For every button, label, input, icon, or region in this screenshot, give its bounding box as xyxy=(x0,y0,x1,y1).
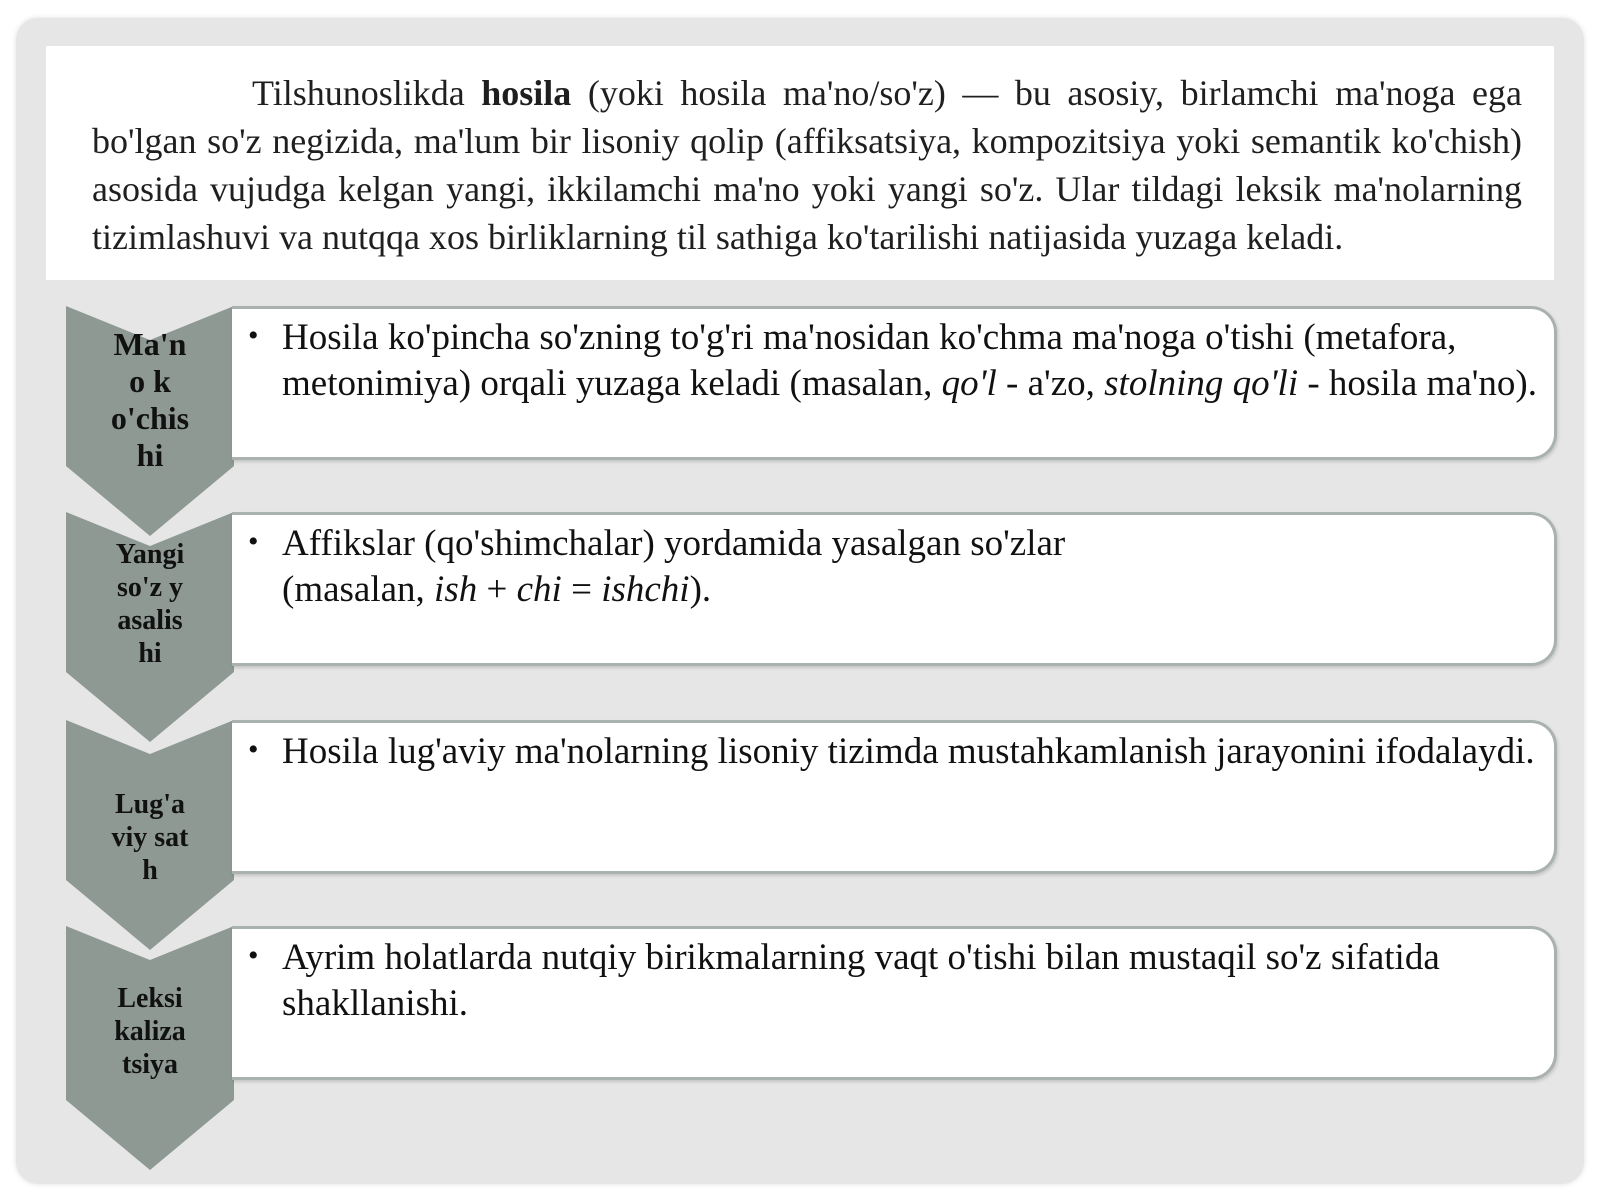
chevron-marker-2 xyxy=(66,512,234,742)
content-card-2 xyxy=(232,512,1557,666)
list-item xyxy=(248,935,1540,1027)
item-text: Hosila ko'pincha so'zning to'g'ri ma'nosidan ko'chma ma'noga o'tishi (metafora, metonimiya) orqali yuzaga keladi (masalan, xyxy=(282,317,1457,404)
intro-text-rest: (yoki hosila ma'no/so'z) — bu asosiy, birlamchi ma'noga ega bo'lgan so'z negizida, ma'lum bir lisoniy qolip (affiksatsiya, kompozitsiya yoki semantik ko'chish) asosida vujudga kelgan yangi, ikkilamchi ma'no yoki yangi so'z. Ular tildagi leksik ma'nolarning tizimlashuvi va nutqqa xos birliklarning til sathiga ko'tarilishi natijasida yuzaga keladi. xyxy=(92,73,1522,257)
bullet-icon: • xyxy=(248,319,259,352)
item-example: stolning qo'li xyxy=(1104,363,1299,404)
list-item xyxy=(248,521,1194,613)
chevron-label-4: Leksikalizatsiya xyxy=(114,983,186,1080)
item-text: Hosila lug'aviy ma'nolarning lisoniy tizimda mustahkamlanish jarayonini ifodalaydi. xyxy=(282,731,1535,772)
item-text: Affikslar (qo'shimchalar) yordamida yasalgan so'zlar (masalan, xyxy=(282,523,1066,610)
chevron-marker-1 xyxy=(66,306,234,536)
item-text: - hosila ma'no). xyxy=(1298,363,1538,404)
item-example: qo'l xyxy=(941,363,997,404)
item-example: ishchi xyxy=(601,569,690,610)
content-card-1 xyxy=(232,306,1557,460)
intro-paragraph xyxy=(92,69,1522,261)
list-item xyxy=(248,315,1540,407)
intro-keyword: hosila xyxy=(481,73,572,113)
item-text: ). xyxy=(689,569,712,610)
item-text: + xyxy=(477,569,517,610)
chevron-marker-4 xyxy=(66,926,234,1170)
item-example: chi xyxy=(516,569,562,610)
content-card-3 xyxy=(232,720,1557,874)
item-text: = xyxy=(561,569,602,610)
item-example: ish xyxy=(434,569,478,610)
content-card-4 xyxy=(232,926,1557,1080)
chevron-label-1: Ma'no ko'chishi xyxy=(110,326,190,473)
intro-text-start: Tilshunoslikda xyxy=(252,73,482,113)
list-item xyxy=(248,729,1540,775)
chevron-label-2: Yangi so'z yasalishi xyxy=(115,539,185,669)
bullet-icon: • xyxy=(248,939,259,972)
item-text: Ayrim holatlarda nutqiy birikmalarning vaqt o'tishi bilan mustaqil so'z sifatida shakllanishi. xyxy=(282,937,1440,1024)
item-text: - a'zo, xyxy=(996,363,1105,404)
chevron-label-3: Lug'aviy sath xyxy=(111,789,189,886)
bullet-icon: • xyxy=(248,733,259,766)
chevron-marker-3 xyxy=(66,720,234,950)
bullet-icon: • xyxy=(248,525,259,558)
